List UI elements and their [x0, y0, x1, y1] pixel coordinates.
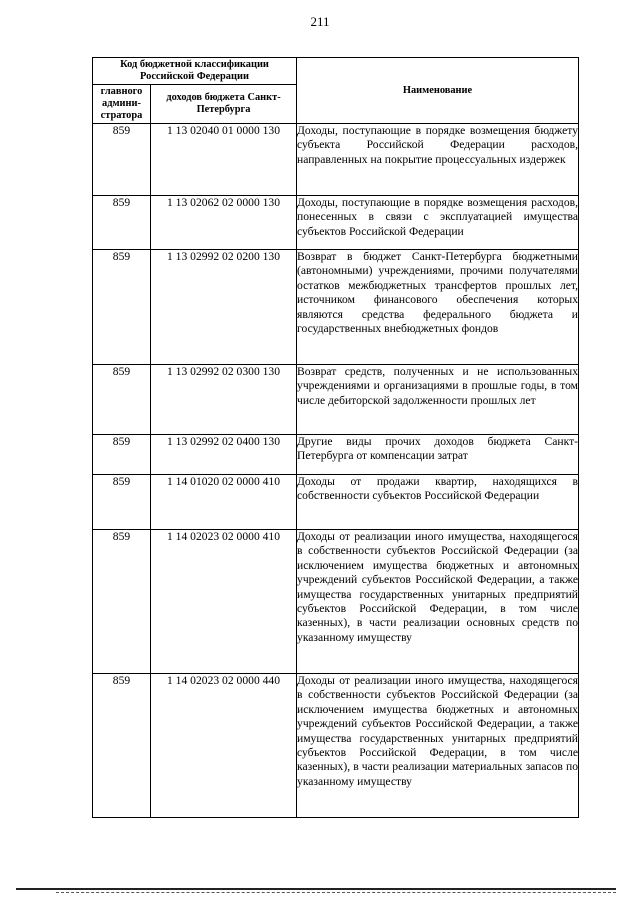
revenue-name-cell: Доходы от продажи квартир, находящихся в собственности субъектов Российской Федерации: [297, 475, 579, 530]
admin-code-cell: 859: [93, 124, 151, 196]
revenue-name-cell: Доходы от реализации иного имущества, находящегося в собственности субъектов Российской Федерации (за исключением имущества бюджетных и автономных учреждений субъектов Российской Федерации, а также имущества государственных унитарных предприятий субъектов Российской Федерации, в том числе казенных), в части реализации основных средств по указанному имуществу: [297, 530, 579, 674]
admin-code-cell: 859: [93, 435, 151, 475]
header-chief-administrator: главного админи-стратора: [93, 85, 151, 124]
table-row: [93, 250, 579, 365]
table-row: [93, 124, 579, 196]
admin-code-cell: 859: [93, 475, 151, 530]
revenue-name-cell: Доходы, поступающие в порядке возмещения бюджету субъекта Российской Федерации расходов, направленных на покрытие процессуальных издержек: [297, 124, 579, 196]
table-row: [93, 530, 579, 674]
table-row: [93, 674, 579, 818]
header-name: Наименование: [297, 58, 579, 124]
revenue-name-cell: Возврат средств, полученных и не использованных учреждениями и организациями в прошлые годы, в том числе дебиторской задолженности прошлых лет: [297, 365, 579, 435]
footer-divider: [16, 888, 616, 894]
admin-code-cell: 859: [93, 196, 151, 250]
revenue-name-cell: Доходы, поступающие в порядке возмещения расходов, понесенных в связи с эксплуатацией имущества субъектов Российской Федерации: [297, 196, 579, 250]
admin-code-cell: 859: [93, 674, 151, 818]
revenue-code-cell: 1 13 02992 02 0300 130: [151, 365, 297, 435]
revenue-name-cell: Возврат в бюджет Санкт-Петербурга бюджетными (автономными) учреждениями, прочими получателями остатков межбюджетных трансфертов прошлых лет, источником финансового обеспечения которых являются средства федерального бюджета и государственных внебюджетных фондов: [297, 250, 579, 365]
admin-code-cell: 859: [93, 250, 151, 365]
revenue-code-cell: 1 14 01020 02 0000 410: [151, 475, 297, 530]
table-row: [93, 435, 579, 475]
page-number: 211: [310, 14, 330, 29]
revenue-code-cell: 1 13 02040 01 0000 130: [151, 124, 297, 196]
revenue-code-cell: 1 13 02992 02 0400 130: [151, 435, 297, 475]
revenue-code-cell: 1 13 02062 02 0000 130: [151, 196, 297, 250]
admin-code-cell: 859: [93, 365, 151, 435]
table-row: [93, 196, 579, 250]
table-row: [93, 365, 579, 435]
admin-code-cell: 859: [93, 530, 151, 674]
revenue-code-cell: 1 14 02023 02 0000 410: [151, 530, 297, 674]
header-budget-revenue-code: доходов бюджета Санкт-Петербурга: [151, 85, 297, 124]
revenue-code-cell: 1 14 02023 02 0000 440: [151, 674, 297, 818]
revenue-name-cell: Другие виды прочих доходов бюджета Санкт-Петербурга от компенсации затрат: [297, 435, 579, 475]
revenue-name-cell: Доходы от реализации иного имущества, находящегося в собственности субъектов Российской Федерации (за исключением имущества бюджетных и автономных учреждений субъектов Российской Федерации, а также имущества государственных унитарных предприятий субъектов Российской Федерации, в том числе казенных), в части реализации материальных запасов по указанному имуществу: [297, 674, 579, 818]
header-classification-code: Код бюджетной классификации Российской Федерации: [93, 58, 297, 85]
revenue-code-cell: 1 13 02992 02 0200 130: [151, 250, 297, 365]
budget-classification-table: [92, 57, 579, 818]
table-row: [93, 475, 579, 530]
